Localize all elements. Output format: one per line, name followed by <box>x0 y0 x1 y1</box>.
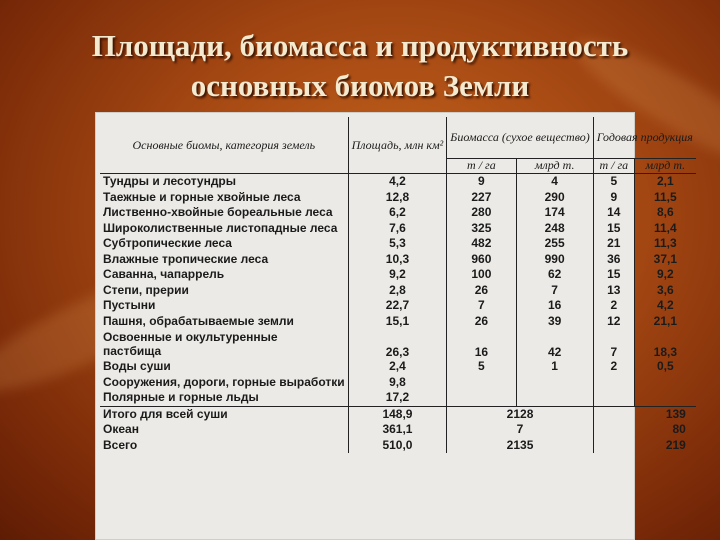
total-row <box>100 438 696 454</box>
total-name: Итого для всей суши <box>100 406 348 422</box>
biome-name: Саванна, чапаррель <box>103 267 225 281</box>
production-bn-cell: 18,3 <box>634 329 696 359</box>
biome-name: Тундры и лесотундры <box>103 174 237 188</box>
biome-name: Воды суши <box>103 359 171 373</box>
area-cell: 12,8 <box>348 190 447 206</box>
table-row <box>100 252 696 268</box>
area-cell: 9,2 <box>348 267 447 283</box>
biomass-bn-cell: 1 <box>516 359 593 375</box>
slide-title <box>0 26 720 106</box>
biomass-bn-cell: 174 <box>516 205 593 221</box>
biomass-bn-cell: 62 <box>516 267 593 283</box>
production-bn-cell: 3,6 <box>634 283 696 299</box>
production-tha-cell: 12 <box>593 314 634 330</box>
header-area: Площадь, млн км² <box>348 117 447 174</box>
area-cell: 10,3 <box>348 252 447 268</box>
total-biomass-cell: 2135 <box>447 438 593 454</box>
biomass-tha-cell: 26 <box>447 314 516 330</box>
area-cell: 7,6 <box>348 221 447 237</box>
total-area-cell: 148,9 <box>348 406 447 422</box>
biomass-tha-cell: 325 <box>447 221 516 237</box>
biome-name: Широколиственные листопадные леса <box>103 220 338 235</box>
biomass-bn-cell: 42 <box>516 329 593 359</box>
production-bn-cell: 21,1 <box>634 314 696 330</box>
biomass-bn-cell: 290 <box>516 190 593 206</box>
biomass-tha-cell: 280 <box>447 205 516 221</box>
production-bn-cell: 0,5 <box>634 359 696 375</box>
production-bn-cell: 2,1 <box>634 174 696 190</box>
biome-name: Пашня, обрабатываемые земли <box>103 313 294 328</box>
production-tha-cell: 15 <box>593 267 634 283</box>
area-cell: 26,3 <box>348 329 447 359</box>
production-bn-cell: 9,2 <box>634 267 696 283</box>
biome-name: Сооружения, дороги, горные выработки <box>103 374 345 389</box>
biomass-tha-cell: 16 <box>447 329 516 359</box>
total-biomass-cell: 2128 <box>447 406 593 422</box>
production-bn-cell: 11,4 <box>634 221 696 237</box>
production-bn-cell: 11,5 <box>634 190 696 206</box>
biomass-bn-cell <box>516 375 593 391</box>
biome-name: Таежные и горные хвойные леса <box>103 189 301 204</box>
total-name: Океан <box>103 422 139 436</box>
biomass-bn-cell: 39 <box>516 314 593 330</box>
area-cell: 22,7 <box>348 298 447 314</box>
production-bn-cell: 11,3 <box>634 236 696 252</box>
production-tha-cell <box>593 390 634 406</box>
production-tha-cell: 2 <box>593 359 634 375</box>
production-tha-cell: 36 <box>593 252 634 268</box>
biomass-tha-cell: 9 <box>447 174 516 190</box>
production-tha-cell: 9 <box>593 190 634 206</box>
total-area-cell: 361,1 <box>348 422 447 438</box>
table-body <box>100 174 696 454</box>
production-tha-cell: 15 <box>593 221 634 237</box>
total-production-cell: 80 <box>593 422 696 438</box>
production-tha-cell: 13 <box>593 283 634 299</box>
table-scan <box>95 112 693 540</box>
area-cell: 15,1 <box>348 314 447 330</box>
production-bn-cell: 8,6 <box>634 205 696 221</box>
biomass-tha-cell <box>447 390 516 406</box>
biomass-bn-cell: 4 <box>516 174 593 190</box>
production-tha-cell <box>593 375 634 391</box>
table-row <box>100 375 696 391</box>
area-cell: 17,2 <box>348 390 447 406</box>
header-row <box>100 117 696 158</box>
biomass-bn-cell: 255 <box>516 236 593 252</box>
table-row <box>100 329 696 359</box>
header-prod-bn: млрд т. <box>634 158 696 173</box>
area-cell: 2,4 <box>348 359 447 375</box>
area-cell: 2,8 <box>348 283 447 299</box>
table-row <box>100 298 696 314</box>
table-row <box>100 283 696 299</box>
production-tha-cell: 5 <box>593 174 634 190</box>
table-row <box>100 236 696 252</box>
biomass-tha-cell: 227 <box>447 190 516 206</box>
production-tha-cell: 7 <box>593 329 634 359</box>
biomass-bn-cell: 7 <box>516 283 593 299</box>
total-row <box>100 422 696 438</box>
biomass-bn-cell <box>516 390 593 406</box>
biome-name-line: пастбища <box>103 344 162 358</box>
biomass-tha-cell: 5 <box>447 359 516 375</box>
table-row <box>100 314 696 330</box>
biomass-tha-cell: 100 <box>447 267 516 283</box>
biomass-tha-cell: 7 <box>447 298 516 314</box>
biomass-bn-cell: 16 <box>516 298 593 314</box>
table-row <box>100 190 696 206</box>
table-row <box>100 359 696 375</box>
biome-name: Лиственно-хвойные бореальные леса <box>103 205 333 219</box>
table-row <box>100 221 696 237</box>
biome-name: Влажные тропические леса <box>103 251 269 266</box>
biomass-tha-cell <box>447 375 516 391</box>
header-prod-tha: т / га <box>593 158 634 173</box>
production-tha-cell: 21 <box>593 236 634 252</box>
production-bn-cell <box>634 390 696 406</box>
header-bio-bn: млрд т. <box>516 158 593 173</box>
production-tha-cell: 14 <box>593 205 634 221</box>
biomass-tha-cell: 482 <box>447 236 516 252</box>
header-category: Основные биомы, категория земель <box>100 117 348 174</box>
title-line-1: Площади, биомасса и продуктивность <box>91 28 629 63</box>
total-production-cell: 219 <box>593 438 696 454</box>
production-bn-cell: 4,2 <box>634 298 696 314</box>
biome-name <box>100 329 348 359</box>
area-cell: 9,8 <box>348 375 447 391</box>
table-row <box>100 205 696 221</box>
production-bn-cell <box>634 375 696 391</box>
area-cell: 6,2 <box>348 205 447 221</box>
title-line-2: основных биомов Земли <box>190 68 530 103</box>
area-cell: 4,2 <box>348 174 447 190</box>
header-biomass: Биомасса (сухое вещество) <box>447 117 593 158</box>
biome-name: Субтропические леса <box>103 236 232 250</box>
table-row <box>100 390 696 406</box>
total-name: Всего <box>103 437 138 452</box>
header-production: Годовая продукция <box>593 117 696 158</box>
biomes-table <box>100 117 696 453</box>
biome-name-line: Освоенные и окультуренные <box>103 330 278 344</box>
biomass-tha-cell: 960 <box>447 252 516 268</box>
production-tha-cell: 2 <box>593 298 634 314</box>
biomass-bn-cell: 248 <box>516 221 593 237</box>
total-row <box>100 406 696 422</box>
table-row <box>100 174 696 190</box>
biomass-bn-cell: 990 <box>516 252 593 268</box>
header-bio-tha: т / га <box>447 158 516 173</box>
table-row <box>100 267 696 283</box>
total-production-cell: 139 <box>593 406 696 422</box>
biome-name: Пустыни <box>103 298 156 312</box>
biome-name: Степи, прерии <box>103 282 189 297</box>
area-cell: 5,3 <box>348 236 447 252</box>
total-area-cell: 510,0 <box>348 438 447 454</box>
biomass-tha-cell: 26 <box>447 283 516 299</box>
biome-name: Полярные и горные льды <box>103 390 259 404</box>
production-bn-cell: 37,1 <box>634 252 696 268</box>
total-biomass-cell: 7 <box>447 422 593 438</box>
